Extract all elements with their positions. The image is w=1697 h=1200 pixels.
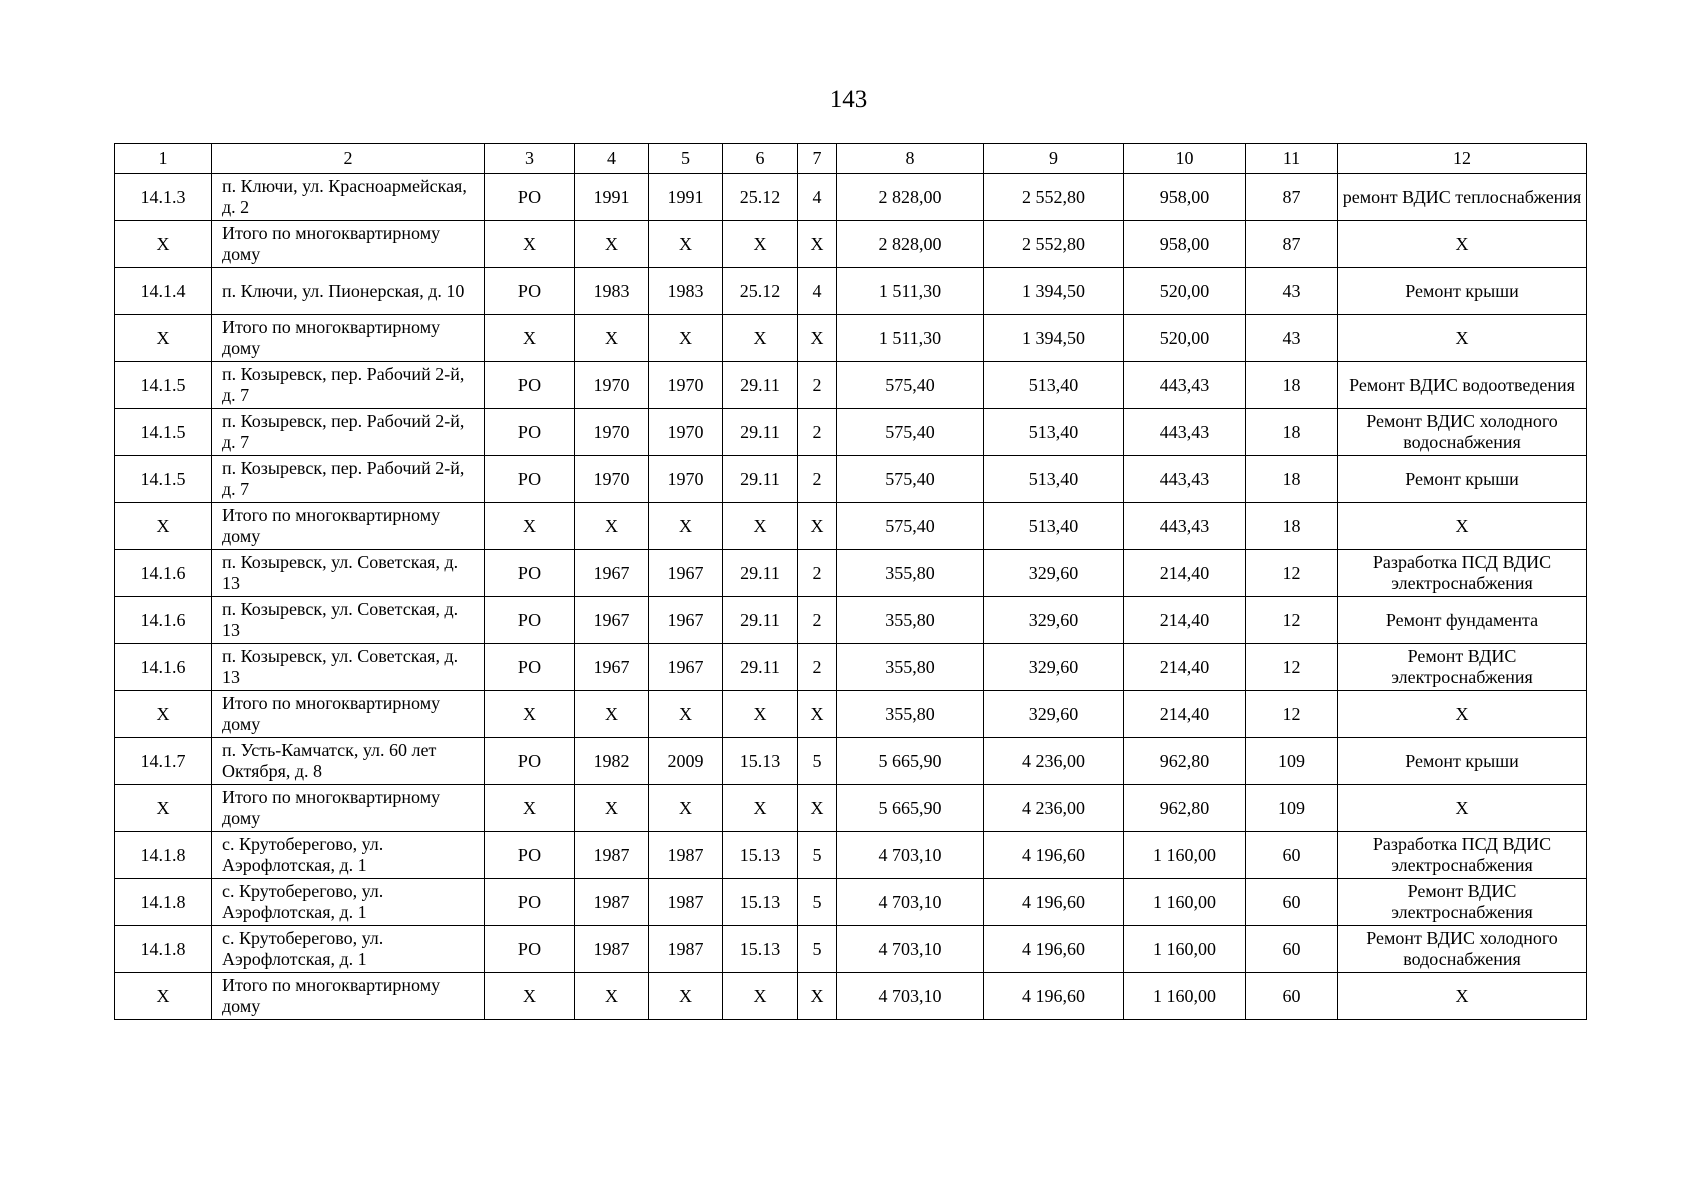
column-header-9: 9 [984,144,1124,174]
table-cell: РО [485,456,575,503]
table-cell: РО [485,409,575,456]
address-cell: Итого по многоквартирному дому [212,221,485,268]
table-cell: 18 [1246,456,1338,503]
table-row [115,362,1587,409]
table-cell: Х [798,315,837,362]
table-cell: 329,60 [984,644,1124,691]
table-cell: 4 [798,174,837,221]
table-cell: Х [798,785,837,832]
table-cell: 25.12 [723,174,798,221]
table-cell: Х [1338,973,1587,1020]
address-cell: п. Козыревск, пер. Рабочий 2-й, д. 7 [212,409,485,456]
table-row [115,973,1587,1020]
table-cell: 5 665,90 [837,738,984,785]
table-cell: Х [575,691,649,738]
table-cell: Х [485,221,575,268]
table-cell: 4 703,10 [837,973,984,1020]
table-cell: РО [485,174,575,221]
table-cell: Х [575,785,649,832]
table-cell: 60 [1246,926,1338,973]
table-cell: Х [575,503,649,550]
table-row [115,221,1587,268]
table-cell: 18 [1246,409,1338,456]
table-cell: 15.13 [723,879,798,926]
table-cell: Х [115,785,212,832]
table-cell: РО [485,644,575,691]
table-cell: 1967 [649,597,723,644]
table-cell: 14.1.7 [115,738,212,785]
table-cell: Х [723,503,798,550]
table-cell: Х [1338,785,1587,832]
table-cell: 962,80 [1124,738,1246,785]
table-cell: 1 160,00 [1124,926,1246,973]
table-cell: 1970 [575,362,649,409]
table-cell: РО [485,738,575,785]
table-cell: 60 [1246,879,1338,926]
address-cell: п. Ключи, ул. Красноармейская, д. 2 [212,174,485,221]
table-row [115,785,1587,832]
column-header-6: 6 [723,144,798,174]
address-cell: п. Козыревск, ул. Советская, д. 13 [212,597,485,644]
table-cell: 2 [798,362,837,409]
table-cell: Х [649,973,723,1020]
table-cell: Х [798,503,837,550]
table-cell: 443,43 [1124,503,1246,550]
table-cell: 214,40 [1124,644,1246,691]
table-cell: 4 196,60 [984,973,1124,1020]
table-cell: Разработка ПСД ВДИС электроснабжения [1338,550,1587,597]
table-cell: Х [115,315,212,362]
data-table [114,143,1587,1020]
column-header-7: 7 [798,144,837,174]
table-cell: 18 [1246,503,1338,550]
table-cell: 214,40 [1124,550,1246,597]
table-cell: 5 [798,832,837,879]
table-row [115,832,1587,879]
table-cell: 109 [1246,785,1338,832]
table-row [115,644,1587,691]
table-cell: Х [723,691,798,738]
table-cell: 1967 [575,597,649,644]
table-cell: 1982 [575,738,649,785]
table-cell: 12 [1246,691,1338,738]
table-cell: 355,80 [837,644,984,691]
table-cell: Ремонт крыши [1338,268,1587,315]
table-cell: Ремонт крыши [1338,738,1587,785]
page-number: 143 [829,86,868,113]
table-cell: 1 394,50 [984,268,1124,315]
table-cell: Х [649,503,723,550]
table-cell: 2 828,00 [837,174,984,221]
table-cell: 4 [798,268,837,315]
table-cell: 2009 [649,738,723,785]
table-row [115,268,1587,315]
table-cell: Ремонт ВДИС холодного водоснабжения [1338,409,1587,456]
column-header-10: 10 [1124,144,1246,174]
table-cell: 25.12 [723,268,798,315]
table-cell: 1970 [575,409,649,456]
table-row [115,691,1587,738]
table-cell: 18 [1246,362,1338,409]
table-cell: 14.1.4 [115,268,212,315]
table-cell: 329,60 [984,550,1124,597]
table-cell: 12 [1246,597,1338,644]
table-cell: 29.11 [723,644,798,691]
table-cell: 1987 [575,879,649,926]
table-cell: 29.11 [723,597,798,644]
table-cell: 29.11 [723,550,798,597]
table-cell: 4 703,10 [837,879,984,926]
table-cell: 1967 [649,644,723,691]
table-cell: 1987 [649,879,723,926]
table-cell: Х [485,785,575,832]
table-cell: 5 [798,879,837,926]
table-cell: Х [115,503,212,550]
column-header-4: 4 [575,144,649,174]
table-cell: Х [115,973,212,1020]
table-cell: 14.1.8 [115,879,212,926]
table-cell: 4 196,60 [984,879,1124,926]
table-cell: 1 511,30 [837,315,984,362]
table-cell: Ремонт крыши [1338,456,1587,503]
address-cell: п. Козыревск, ул. Советская, д. 13 [212,550,485,597]
table-cell: 1987 [649,832,723,879]
table-cell: 2 [798,409,837,456]
table-cell: 575,40 [837,503,984,550]
column-header-8: 8 [837,144,984,174]
address-cell: Итого по многоквартирному дому [212,691,485,738]
table-cell: Ремонт ВДИС электроснабжения [1338,644,1587,691]
table-cell: 962,80 [1124,785,1246,832]
table-cell: 29.11 [723,409,798,456]
column-header-3: 3 [485,144,575,174]
address-cell: п. Козыревск, ул. Советская, д. 13 [212,644,485,691]
table-cell: Х [649,315,723,362]
address-cell: с. Крутоберегово, ул. Аэрофлотская, д. 1 [212,926,485,973]
table-row [115,550,1587,597]
table-cell: 575,40 [837,409,984,456]
table-cell: Ремонт ВДИС электроснабжения [1338,879,1587,926]
table-cell: 14.1.5 [115,362,212,409]
table-cell: 1 394,50 [984,315,1124,362]
table-cell: Х [485,315,575,362]
table-cell: РО [485,550,575,597]
table-cell: 43 [1246,268,1338,315]
table-cell: 355,80 [837,597,984,644]
table-cell: 2 552,80 [984,174,1124,221]
table-cell: 575,40 [837,362,984,409]
table-cell: 513,40 [984,456,1124,503]
table-cell: 443,43 [1124,456,1246,503]
table-cell: 14.1.5 [115,409,212,456]
table-cell: Х [485,973,575,1020]
table-cell: 2 [798,597,837,644]
address-cell: с. Крутоберегово, ул. Аэрофлотская, д. 1 [212,832,485,879]
table-cell: Ремонт фундамента [1338,597,1587,644]
table-row [115,738,1587,785]
table-row [115,409,1587,456]
table-cell: 1970 [649,362,723,409]
table-cell: 1991 [575,174,649,221]
address-cell: Итого по многоквартирному дому [212,503,485,550]
table-cell: Х [723,973,798,1020]
table-cell: ремонт ВДИС теплоснабжения [1338,174,1587,221]
table-cell: 2 552,80 [984,221,1124,268]
table-cell: Х [649,785,723,832]
table-cell: 29.11 [723,362,798,409]
table-cell: 14.1.6 [115,550,212,597]
table-cell: 5 [798,738,837,785]
table-cell: 12 [1246,550,1338,597]
table-cell: 1967 [575,550,649,597]
table-cell: 1970 [575,456,649,503]
table-cell: 43 [1246,315,1338,362]
table-cell: 87 [1246,221,1338,268]
table-cell: 2 828,00 [837,221,984,268]
table-row [115,174,1587,221]
table-cell: 5 665,90 [837,785,984,832]
table-cell: 14.1.8 [115,926,212,973]
table-cell: 214,40 [1124,691,1246,738]
table-row [115,597,1587,644]
address-cell: п. Ключи, ул. Пионерская, д. 10 [212,268,485,315]
table-cell: Ремонт ВДИС водоотведения [1338,362,1587,409]
table-cell: 513,40 [984,409,1124,456]
table-cell: 513,40 [984,503,1124,550]
table-cell: 443,43 [1124,362,1246,409]
table-cell: 4 196,60 [984,832,1124,879]
table-cell: 1 160,00 [1124,973,1246,1020]
table-cell: 329,60 [984,597,1124,644]
table-row [115,879,1587,926]
table-cell: Х [1338,691,1587,738]
table-cell: 329,60 [984,691,1124,738]
table-cell: 355,80 [837,550,984,597]
table-cell: 4 196,60 [984,926,1124,973]
table-cell: 958,00 [1124,174,1246,221]
table-cell: 109 [1246,738,1338,785]
table-cell: 5 [798,926,837,973]
table-cell: 1 160,00 [1124,832,1246,879]
table-cell: 513,40 [984,362,1124,409]
table-cell: Х [1338,503,1587,550]
table-cell: 1 160,00 [1124,879,1246,926]
table-cell: 15.13 [723,832,798,879]
table-row [115,926,1587,973]
table-cell: РО [485,268,575,315]
table-cell: 4 236,00 [984,738,1124,785]
table-cell: 1970 [649,409,723,456]
table-cell: РО [485,926,575,973]
table-cell: 214,40 [1124,597,1246,644]
table-cell: 1983 [575,268,649,315]
table-cell: 1 511,30 [837,268,984,315]
table-cell: 14.1.8 [115,832,212,879]
table-cell: Х [575,315,649,362]
column-header-12: 12 [1338,144,1587,174]
table-cell: Х [798,221,837,268]
table-cell: Х [723,221,798,268]
table-cell: Х [575,221,649,268]
address-cell: Итого по многоквартирному дому [212,315,485,362]
table-cell: 1983 [649,268,723,315]
table-cell: Ремонт ВДИС холодного водоснабжения [1338,926,1587,973]
table-cell: 4 236,00 [984,785,1124,832]
table-cell: РО [485,362,575,409]
table-cell: 12 [1246,644,1338,691]
table-cell: 60 [1246,973,1338,1020]
table-cell: 2 [798,456,837,503]
table-cell: 520,00 [1124,268,1246,315]
table-cell: 443,43 [1124,409,1246,456]
table-cell: 1967 [649,550,723,597]
column-header-11: 11 [1246,144,1338,174]
column-header-2: 2 [212,144,485,174]
table-cell: Х [1338,221,1587,268]
table-cell: 14.1.3 [115,174,212,221]
table-body [115,174,1587,1020]
table-cell: Х [1338,315,1587,362]
table-cell: 14.1.6 [115,597,212,644]
header-row [115,144,1587,174]
table-cell: Х [115,221,212,268]
table-cell: 87 [1246,174,1338,221]
column-header-5: 5 [649,144,723,174]
table-cell: 1970 [649,456,723,503]
address-cell: с. Крутоберегово, ул. Аэрофлотская, д. 1 [212,879,485,926]
table-cell: 4 703,10 [837,832,984,879]
table-cell: 15.13 [723,738,798,785]
table-header [115,144,1587,174]
table-cell: 355,80 [837,691,984,738]
table-cell: 2 [798,550,837,597]
table-cell: 14.1.5 [115,456,212,503]
table-row [115,315,1587,362]
table-cell: 1991 [649,174,723,221]
table-cell: 29.11 [723,456,798,503]
table-cell: Х [798,691,837,738]
table-cell: Х [115,691,212,738]
table-cell: Х [485,691,575,738]
address-cell: п. Козыревск, пер. Рабочий 2-й, д. 7 [212,362,485,409]
table-cell: 1987 [575,926,649,973]
address-cell: Итого по многоквартирному дому [212,785,485,832]
table-cell: 2 [798,644,837,691]
table-cell: 575,40 [837,456,984,503]
address-cell: п. Козыревск, пер. Рабочий 2-й, д. 7 [212,456,485,503]
table-cell: 4 703,10 [837,926,984,973]
table-cell: 520,00 [1124,315,1246,362]
table-cell: Х [723,315,798,362]
table-cell: 1967 [575,644,649,691]
address-cell: п. Усть-Камчатск, ул. 60 лет Октября, д. 8 [212,738,485,785]
table-cell: РО [485,597,575,644]
table-cell: Х [723,785,798,832]
table-row [115,456,1587,503]
table-cell: 60 [1246,832,1338,879]
table-cell: Х [798,973,837,1020]
table-cell: Х [575,973,649,1020]
table-cell: РО [485,832,575,879]
table-cell: Х [485,503,575,550]
table-cell: 1987 [575,832,649,879]
table-cell: 958,00 [1124,221,1246,268]
table-cell: 14.1.6 [115,644,212,691]
table-cell: РО [485,879,575,926]
table-row [115,503,1587,550]
table-cell: 1987 [649,926,723,973]
table-cell: Разработка ПСД ВДИС электроснабжения [1338,832,1587,879]
address-cell: Итого по многоквартирному дому [212,973,485,1020]
table-cell: Х [649,691,723,738]
column-header-1: 1 [115,144,212,174]
table-cell: 15.13 [723,926,798,973]
table-cell: Х [649,221,723,268]
